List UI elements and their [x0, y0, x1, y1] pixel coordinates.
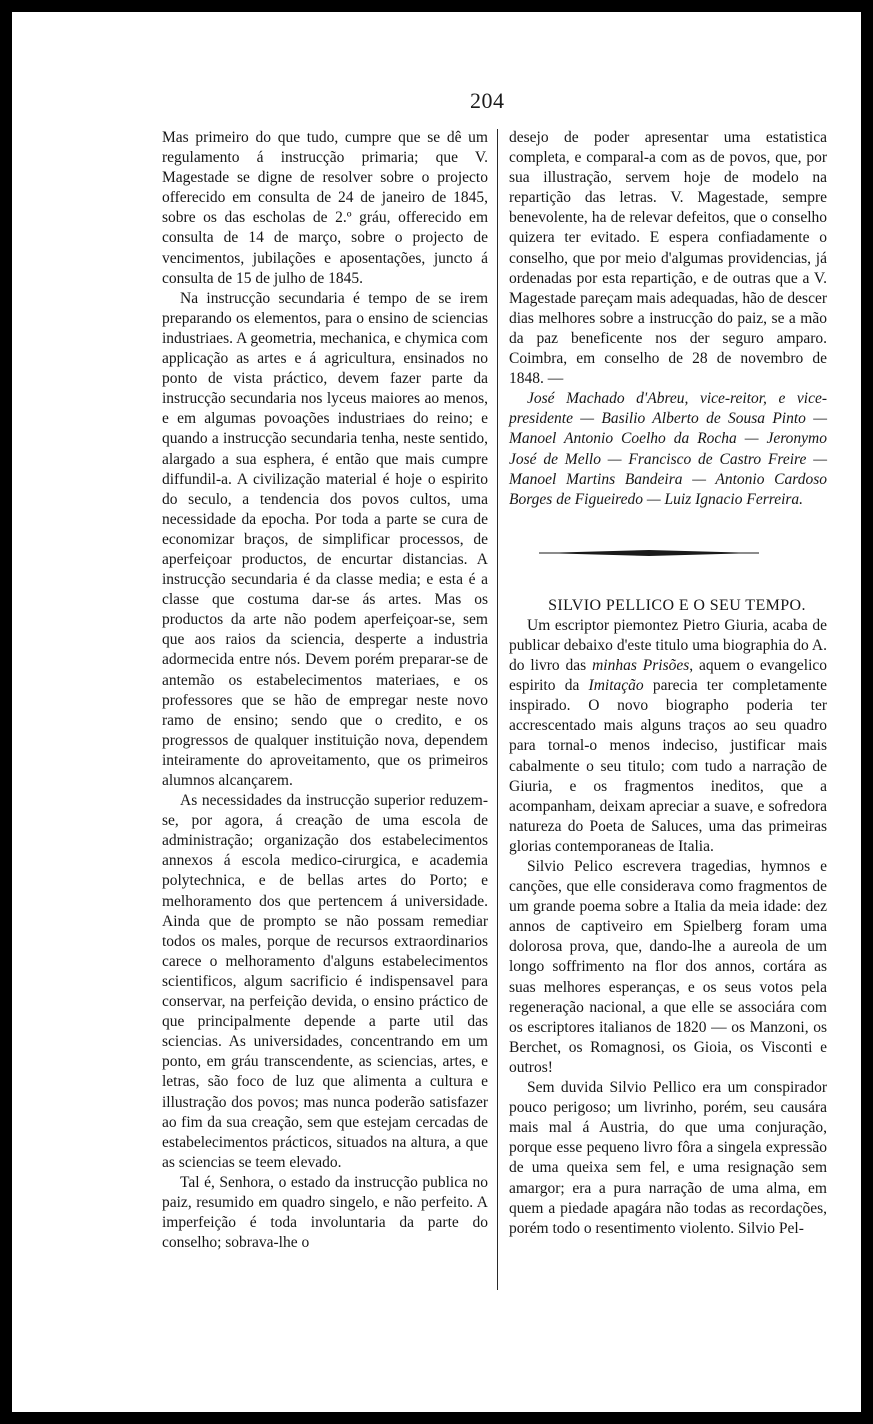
book-title: Imitação: [588, 677, 644, 695]
left-column: [162, 128, 488, 1253]
article-paragraph: [509, 616, 827, 857]
article-paragraph: Sem duvida Silvio Pellico era um conspirador pouco perigoso; um livrinho, porém, seu causára mais mal á Austria, do que uma conjuração, porque esse pequeno livro fôra a singela expressão de uma queixa sem fel, e uma resignação sem amargor; era a pura narração de uma alma, em quem a piedade apagára não todas as recordações, porém todo o resentimento violento. Silvio Pel-: [509, 1079, 827, 1237]
paragraph: Mas primeiro do que tudo, cumpre que se dê um regulamento á instrucção primaria; que V. Magestade se digne de resolver sobre o projecto offerecido em consulta de 24 de janeiro de 1845, sobre os das escholas de 2.º gráu, offerecido em consulta de 14 de março, sobre o projecto de vencimentos, jubilações e aposentações, juncto á consulta de 15 de julho de 1845.: [162, 129, 488, 287]
article-text: , aquem o evangelico espirito da: [509, 657, 828, 695]
book-title: minhas Prisões: [592, 657, 690, 675]
paragraph: Tal é, Senhora, o estado da instrucção publica no paiz, resumido em quadro singelo, e não perfeito. A imperfeição é toda involuntaria da parte do conselho; sobrava-lhe o: [162, 1173, 488, 1252]
paragraph: Na instrucção secundaria é tempo de se irem preparando os elementos, para o ensino de sciencias industriaes. A geometria, mechanica, e chymica com applicação as artes e á agricultura, ensinados no ponto de vista práctico, devem fazer parte da instrucção secundaria nos lyceus maiores ao menos, e em algumas povoações industriaes do reino; e quando a instrucção secundaria tenha, neste sentido, alargado a sua esphera, é então que mais cumpre diffundil-a. A civilização material é hoje o espirito do seculo, a tendencia dos povos cultos, uma necessidade da epocha. Por toda a parte se cura de economizar braços, de simplificar processos, de aperfeiçoar productos, de encurtar distancias. A instrucção secundaria é da classe media; e esta é a classe que costuma dar-se ás artes. Mas os productos da arte não podem aperfeiçoar-se, sem que aos raios da sciencia, desperte a industria adormecida entre nós. Devem porém preparar-se de antemão os estabelecimentos materiaes, e os professores que se hão de empregar neste novo ramo de ensino; sendo que o credito, e os progressos de qualquer instituição nova, dependem inteiramente do aproveitamento, que os primeiros alumnos alcançarem.: [162, 289, 488, 789]
page-number: 204: [470, 88, 505, 113]
article-paragraph: Silvio Pelico escrevera tragedias, hymnos e canções, que elle considerava como fragmentos de um grande poema sobre a Italia da meia idade: dez annos de captiveiro em Spielberg foram uma dolorosa prova, que, dando-lhe a aureola de um longo soffrimento na flor dos annos, cortára as suas melhores esperanças, e os seus votos pela regeneração nacional, a que elle se associára com os escriptores italianos de 1820 — os Manzoni, os Berchet, os Romagnosi, os Gioia, os Visconti e outros!: [509, 858, 827, 1076]
paragraph: As necessidades da instrucção superior reduzem-se, por agora, á creação de uma escola de administração; organização dos estabelecimentos annexos á escola medico-cirurgica, e academia polytechnica, e de bellas artes do Porto; e melhoramento dos que pertencem á universidade. Ainda que de prompto se não possam remediar todos os males, porque de recursos extraordinarios carece o melhoramento d'alguns estabelecimentos scientificos, algum sacrificio é indispensavel para conservar, na perfeição devida, o ensino práctico de que principalmente depende a parte util das sciencias. As universidades, concentrando em um ponto, em gráu transcendente, as sciencias, artes, e letras, são foco de luz que alimenta a cultura e illustração dos povos; mas nunca poderão satisfazer ao fim da sua creação, sem que estejam cercadas de estabelecimentos prácticos, situados na altura, a que as sciencias se teem elevado.: [162, 792, 488, 1171]
ornamental-divider-icon: [539, 546, 759, 560]
article-text: parecia ter completamente inspirado. O novo biographo poderia ter accrescentado mais alguns traços ao seu quadro para tornal-o menos indeciso, justificar mais cabalmente o seu titulo; com tudo a narração de Giuria, e os fragmentos ineditos, que a acompanham, deixam apreciar a suave, e sofredora natureza do Poeta de Saluces, uma das primeiras glorias contemporaneas de Italia.: [509, 677, 828, 855]
article-heading: SILVIO PELLICO E O SEU TEMPO.: [548, 596, 806, 614]
article-text: Um escriptor piemontez Pietro Giuria, acaba de publicar debaixo d'este titulo uma biographia do A. do livro das: [509, 616, 827, 675]
ornamental-divider: [539, 546, 759, 560]
continuation-paragraph: desejo de poder apresentar uma estatistica completa, e comparal-a com as de povos, que, por sua illustração, servem hoje de modelo na repartição das letras. V. Magestade, sempre benevolente, ha de relevar defeitos, que o conselho quizera ter evitado. E espera confiadamente o conselho, que por meio d'algumas providencias, já ordenadas por esta repartição, e de outras que a V. Magestade pareçam mais adequadas, hão de descer dias melhores sobre a instrucção do paiz, se a mão da paz beneficente nos der seguro amparo. Coimbra, em conselho de 28 de novembro de 1848. —: [509, 129, 827, 388]
signatures: José Machado d'Abreu, vice-reitor, e vice-presidente — Basilio Alberto de Sousa Pinto — Manoel Antonio Coelho da Rocha — Jeronymo José de Mello — Francisco de Castro Freire — Manoel Martins Bandeira — Antonio Cardoso Borges de Figueiredo — Luiz Ignacio Ferreira.: [509, 390, 827, 508]
column-divider-rule: [497, 129, 498, 1290]
right-column: [509, 128, 827, 1239]
